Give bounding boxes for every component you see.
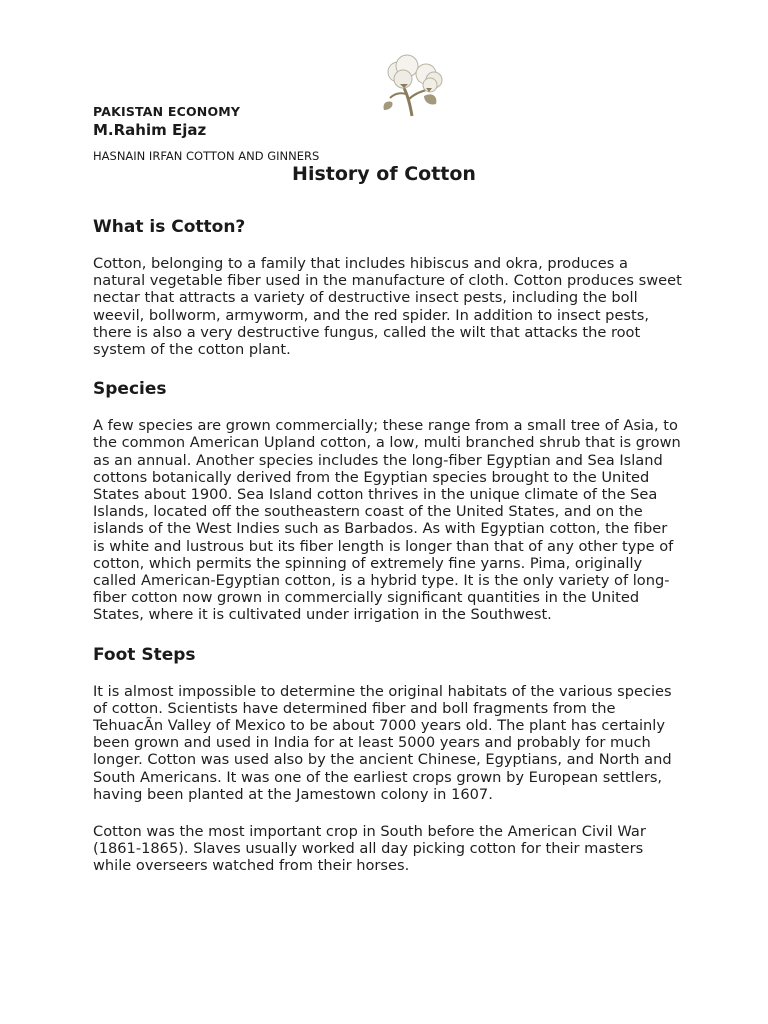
- author-name: M.Rahim Ejaz: [93, 121, 207, 139]
- paragraph: Cotton was the most important crop in South before the American Civil War (1861-1865). Slaves usually worked all day picking cotton for their masters while overseers watched from their horses.: [93, 823, 646, 875]
- section-heading: What is Cotton?: [93, 217, 246, 237]
- section-foot-steps: [93, 644, 683, 875]
- section-species: [93, 378, 683, 623]
- document-body: [93, 216, 683, 895]
- section-what-is-cotton: [93, 216, 683, 358]
- paragraph: Cotton, belonging to a family that includes hibiscus and okra, produces a natural vegetable fiber used in the manufacture of cloth. Cotton produces sweet nectar that attracts a variety of destructive insect pests, including the boll weevil, bollworm, armyworm, and the red spider. In addition to insect pests, there is also a very destructive fungus, called the wilt that attacks the root system of the cotton plant.: [93, 255, 682, 359]
- paragraph: A few species are grown commercially; these range from a small tree of Asia, to the common American Upland cotton, a low, multi branched shrub that is grown as an annual. Another species includes the long-fiber Egyptian and Sea Island cottons botanically derived from the Egyptian species brought to the United States about 1900. Sea Island cotton thrives in the unique climate of the Sea Islands, located off the southeastern coast of the United States, and on the islands of the West Indies such as Barbados. As with Egyptian cotton, the fiber is white and lustrous but its fiber length is longer than that of any other type of cotton, which permits the spinning of extremely fine yarns. Pima, originally called American-Egyptian cotton, is a hybrid type. It is the only variety of long-fiber cotton now grown in commercially significant quantities in the United States, where it is cultivated under irrigation in the Southwest.: [93, 417, 681, 624]
- company-name: HASNAIN IRFAN COTTON AND GINNERS: [93, 149, 320, 163]
- section-heading: Species: [93, 379, 167, 400]
- section-heading: Foot Steps: [93, 644, 196, 665]
- section-label: PAKISTAN ECONOMY: [93, 104, 241, 119]
- paragraph: It is almost impossible to determine the original habitats of the various species of cotton. Scientists have determined fiber and boll fragments from the TehuacÃn Valley of Mexico to be about 7000 years old. The plant has certainly been grown and used in India for at least 5000 years and probably for much longer. Cotton was used also by the ancient Chinese, Egyptians, and North and South Americans. It was one of the earliest crops grown by European settlers, having been planted at the Jamestown colony in 1607.: [93, 682, 672, 803]
- document-header: [93, 104, 693, 163]
- page-title: History of Cotton: [292, 163, 476, 185]
